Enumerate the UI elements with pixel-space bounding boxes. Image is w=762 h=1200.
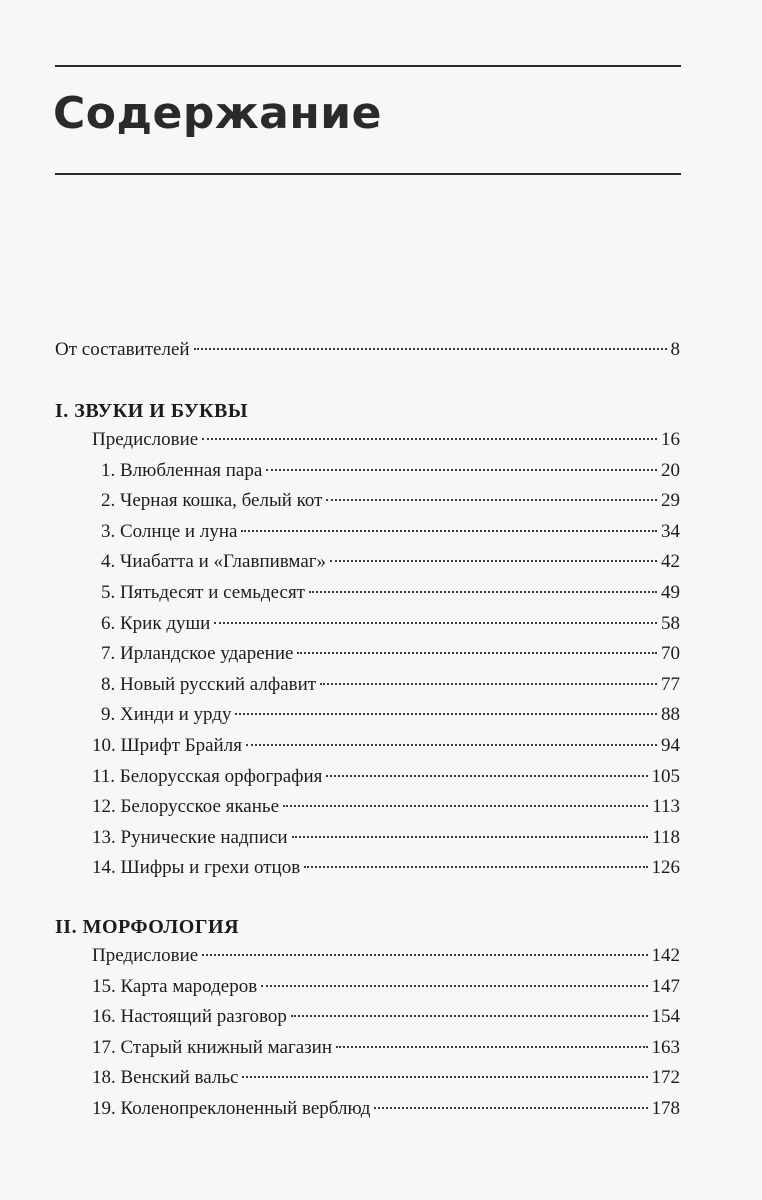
dot-leader: [309, 591, 657, 593]
toc-entry-title: 17. Старый книжный магазин: [92, 1036, 333, 1058]
dot-leader: [202, 438, 657, 440]
toc-entry-title: 10. Шрифт Брайля: [92, 735, 242, 756]
toc-entry[interactable]: [92, 853, 680, 883]
toc-page-number: 172: [651, 1067, 680, 1089]
toc-entry-title: 18. Венский вальс: [92, 1067, 239, 1089]
dot-leader: [297, 652, 657, 654]
toc-entry[interactable]: [101, 609, 680, 639]
toc-entry-title: От составителей: [55, 339, 190, 360]
toc-entry-title: Предисловие: [92, 429, 199, 450]
toc-page-number: 42: [661, 551, 680, 573]
dot-leader: [266, 469, 657, 471]
toc-entry[interactable]: [92, 1063, 680, 1093]
toc-page-number: 29: [661, 490, 680, 512]
dot-leader: [326, 499, 657, 501]
toc-entry[interactable]: [101, 517, 680, 547]
dot-leader: [330, 560, 657, 562]
page-title: Содержание: [53, 88, 382, 139]
toc-page-number: 113: [652, 796, 680, 818]
toc-entry-title: 13. Рунические надписи: [92, 826, 288, 848]
toc-page-number: 34: [661, 520, 680, 542]
toc-entry[interactable]: [92, 823, 680, 853]
toc-entry[interactable]: [92, 792, 680, 822]
toc-entry-title: 5. Пятьдесят и семьдесят: [101, 582, 305, 603]
toc-entry-title: 9. Хинди и урду: [101, 704, 232, 726]
dot-leader: [242, 1076, 647, 1078]
toc-entry-title: 6. Крик души: [101, 612, 211, 634]
toc-entry-title: Предисловие: [92, 945, 199, 966]
dot-leader: [374, 1107, 647, 1109]
dot-leader: [235, 713, 657, 715]
toc-page-number: 147: [651, 975, 680, 997]
dot-leader: [336, 1046, 647, 1048]
dot-leader: [304, 866, 647, 868]
toc-entry[interactable]: [101, 547, 680, 577]
toc-entry-title: 2. Черная кошка, белый кот: [101, 490, 323, 512]
toc-entry[interactable]: [92, 1033, 680, 1063]
section-heading[interactable]: II. МОРФОЛОГИЯ: [55, 916, 240, 938]
toc-entry[interactable]: [92, 425, 680, 455]
toc-page-number: 49: [661, 582, 680, 603]
toc-page-number: 70: [661, 643, 680, 665]
dot-leader: [214, 622, 657, 624]
toc-entry[interactable]: [101, 639, 680, 669]
toc-entry[interactable]: [101, 486, 680, 516]
toc-page-number: 8: [670, 339, 680, 360]
toc-page-number: 126: [651, 857, 680, 879]
toc-entry[interactable]: [101, 700, 680, 730]
toc-entry-title: 14. Шифры и грехи отцов: [92, 857, 301, 879]
toc-entry-title: 19. Коленопреклоненный верблюд: [92, 1098, 371, 1119]
toc-entry[interactable]: [92, 972, 680, 1002]
dot-leader: [292, 836, 649, 838]
dot-leader: [283, 805, 648, 807]
toc-entry-title: 4. Чиабатта и «Главпивмаг»: [101, 551, 327, 573]
toc-page-number: 88: [661, 704, 680, 726]
dot-leader: [194, 348, 667, 350]
toc-page-number: 77: [661, 673, 680, 695]
toc-entry[interactable]: [92, 941, 680, 971]
toc-entry-intro[interactable]: [55, 335, 680, 365]
toc-page-number: 94: [661, 735, 680, 756]
dot-leader: [326, 775, 647, 777]
toc-entry-title: 1. Влюбленная пара: [101, 459, 263, 481]
toc-entry[interactable]: [92, 731, 680, 761]
top-rule: [55, 65, 681, 67]
toc-entry[interactable]: [101, 456, 680, 486]
dot-leader: [202, 954, 647, 956]
dot-leader: [246, 744, 657, 746]
toc-page-number: 142: [651, 945, 680, 966]
toc-page-number: 58: [661, 612, 680, 634]
toc-entry-title: 11. Белорусская орфография: [92, 765, 323, 787]
toc-entry[interactable]: [101, 578, 680, 608]
toc-page-number: 105: [651, 765, 680, 787]
toc-entry-title: 16. Настоящий разговор: [92, 1006, 287, 1028]
dot-leader: [261, 985, 647, 987]
toc-page-number: 154: [651, 1006, 680, 1028]
toc-entry[interactable]: [101, 670, 680, 700]
toc-entry-title: 12. Белорусское яканье: [92, 796, 280, 818]
toc-page-number: 118: [652, 826, 680, 848]
toc-entry-title: 7. Ирландское ударение: [101, 643, 294, 665]
toc-page-number: 178: [651, 1098, 680, 1119]
bottom-rule: [55, 173, 681, 175]
dot-leader: [241, 530, 657, 532]
toc-page-number: 20: [661, 459, 680, 481]
toc-entry-title: 8. Новый русский алфавит: [101, 673, 317, 695]
toc-page-number: 163: [651, 1036, 680, 1058]
toc-entry[interactable]: [92, 762, 680, 792]
dot-leader: [320, 683, 657, 685]
section-heading[interactable]: I. ЗВУКИ И БУКВЫ: [55, 400, 249, 422]
toc-entry[interactable]: [92, 1002, 680, 1032]
dot-leader: [291, 1015, 648, 1017]
toc-entry-title: 3. Солнце и луна: [101, 520, 238, 542]
toc-entry[interactable]: [92, 1094, 680, 1124]
toc-entry-title: 15. Карта мародеров: [92, 975, 258, 997]
toc-page-number: 16: [661, 429, 680, 450]
